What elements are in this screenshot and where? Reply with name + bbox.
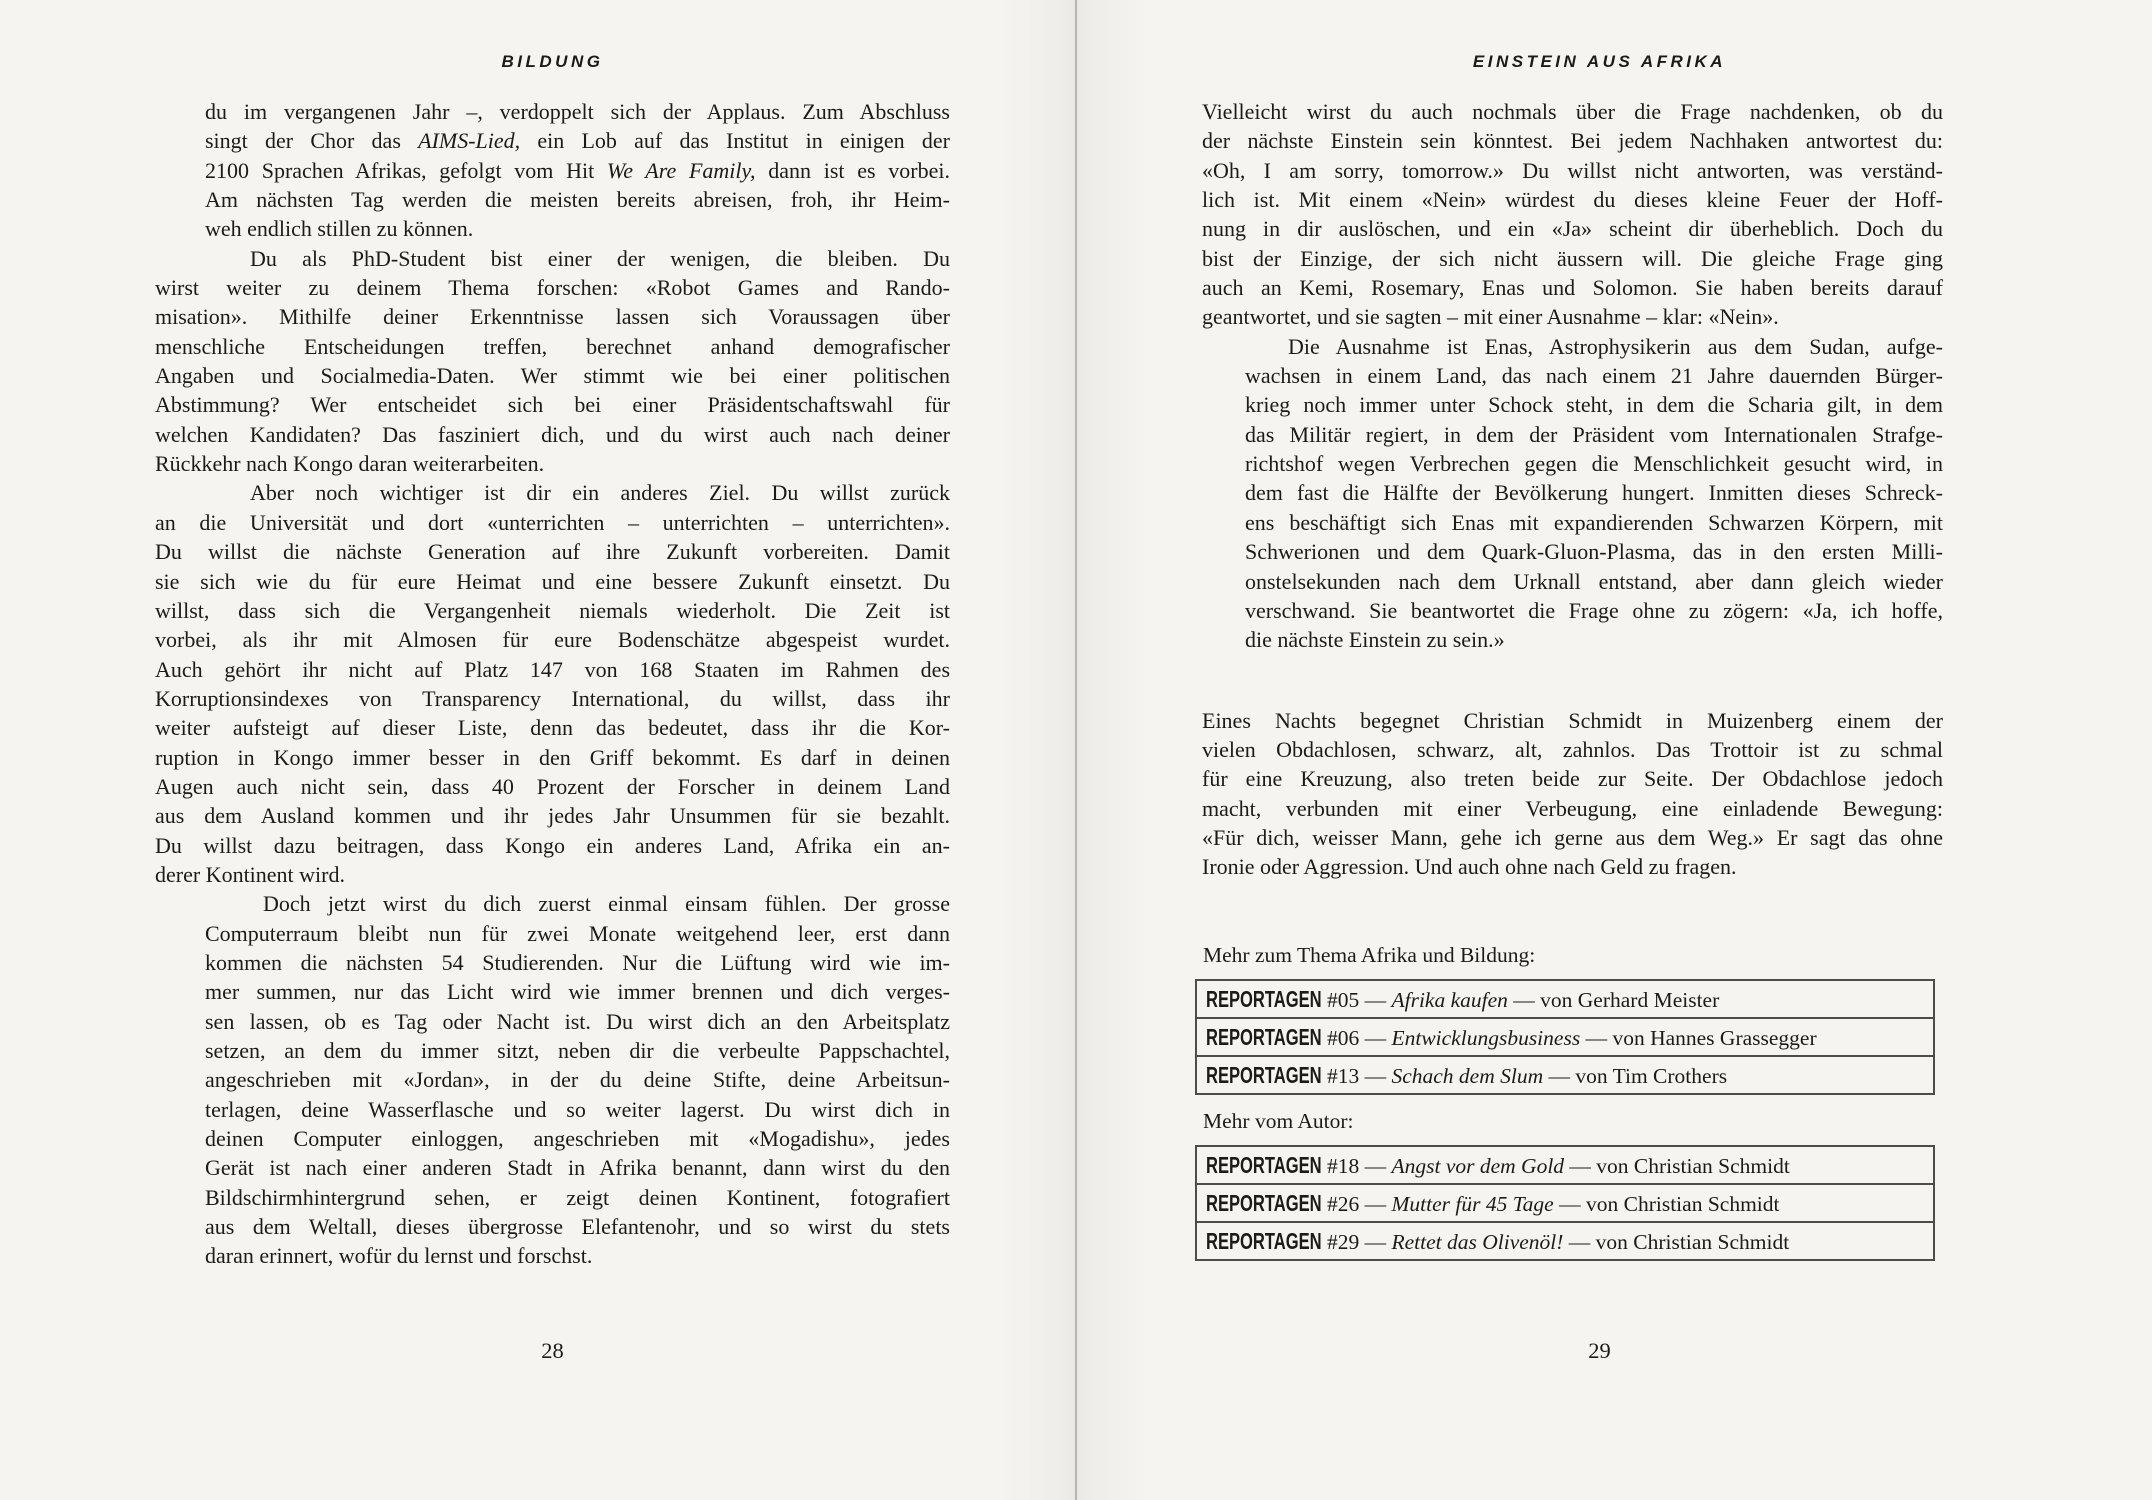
text-line: ruption in Kongo immer besser in den Griff bekommt. Es darf in deinen [155, 744, 950, 770]
text-line: nung in dir auslöschen, und ein «Ja» scheint dir überheblich. Doch du [1202, 216, 1943, 242]
related-list [1195, 979, 1935, 1095]
text-line: Bildschirmhintergrund sehen, er zeigt deinen Kontinent, fotografiert [205, 1184, 950, 1210]
article-reference: #06 — Entwicklungsbusiness — von Hannes Grassegger [1321, 1026, 1817, 1050]
page-number-right: 29 [1588, 1338, 1611, 1363]
text-line: daran erinnert, wofür du lernst und forschst. [205, 1243, 593, 1269]
article-reference: #05 — Afrika kaufen — von Gerhard Meister [1321, 988, 1720, 1012]
text-line: weiter aufsteigt auf dieser Liste, denn das bedeutet, dass ihr die Kor- [155, 715, 950, 741]
text-line: Computerraum bleibt nun für zwei Monate weitgehend leer, erst dann [205, 920, 950, 946]
related-list [1195, 1145, 1935, 1261]
text-line: angeschrieben mit «Jordan», in der du deine Stifte, deine Arbeitsun- [205, 1067, 950, 1093]
text-line: 2100 Sprachen Afrikas, gefolgt vom Hit We Are Family, dann ist es vorbei. [205, 157, 950, 183]
series-brand: REPORTAGEN [1206, 1062, 1322, 1088]
page-right [1077, 0, 2152, 1500]
text-line: wirst weiter zu deinem Thema forschen: «Robot Games and Rando- [155, 275, 950, 301]
body-text-right [1202, 97, 1943, 882]
text-line: Vielleicht wirst du auch nochmals über die Frage nachdenken, ob du [1202, 99, 1943, 124]
text-line: aus dem Ausland kommen und ihr jedes Jahr Unsummen für sie bezahlt. [155, 803, 950, 829]
series-brand: REPORTAGEN [1206, 986, 1322, 1012]
text-line: weh endlich stillen zu können. [205, 216, 474, 242]
text-line: kommen die nächsten 54 Studierenden. Nur die Lüftung wird wie im- [205, 949, 950, 975]
text-line: die nächste Einstein zu sein.» [1245, 627, 1505, 653]
related-row [1197, 1183, 1933, 1221]
paragraph [1245, 332, 1943, 655]
text-line: Korruptionsindexes von Transparency International, du willst, dass ihr [155, 685, 950, 711]
article-title: Rettet das Olivenöl! [1391, 1230, 1564, 1254]
article-title: Afrika kaufen [1391, 988, 1508, 1012]
text-line: derer Kontinent wird. [155, 861, 345, 887]
article-title: Mutter für 45 Tage [1391, 1192, 1554, 1216]
text-line: Aber noch wichtiger ist dir ein anderes Ziel. Du willst zurück [250, 480, 950, 506]
text-line: deinen Computer einloggen, angeschrieben mit «Mogadishu», jedes [205, 1126, 950, 1152]
text-line: setzen, an dem du immer sitzt, neben dir die verbeulte Pappschachtel, [205, 1038, 950, 1063]
text-line: sen lassen, ob es Tag oder Nacht ist. Du wirst dich an den Arbeitsplatz [205, 1008, 950, 1034]
related-row [1197, 981, 1933, 1017]
article-reference: #13 — Schach dem Slum — von Tim Crothers [1321, 1064, 1728, 1088]
text-line: richtshof wegen Verbrechen gegen die Menschlichkeit gesucht wird, in [1245, 451, 1943, 477]
paragraph [1202, 706, 1943, 882]
related-row [1197, 1055, 1933, 1093]
text-line: krieg noch immer unter Schock steht, in dem die Scharia gilt, in dem [1245, 392, 1943, 418]
text-line: Du willst dazu beitragen, dass Kongo ein anderes Land, Afrika ein an- [155, 832, 950, 858]
text-line: du im vergangenen Jahr –, verdoppelt sich der Applaus. Zum Abschluss [205, 99, 950, 124]
related-section-label: Mehr vom Autor: [1203, 1109, 1354, 1133]
related-row [1197, 1147, 1933, 1183]
text-line: Auch gehört ihr nicht auf Platz 147 von 168 Staaten im Rahmen des [155, 656, 950, 682]
text-line: verschwand. Sie beantwortet die Frage ohne zu zögern: «Ja, ich hoffe, [1245, 597, 1943, 623]
article-title: Schach dem Slum [1391, 1064, 1544, 1088]
text-line: sie sich wie du für eure Heimat und eine bessere Zukunft einsetzt. Du [155, 568, 950, 594]
text-line: Augen auch nicht sein, dass 40 Prozent der Forscher in deinem Land [155, 773, 950, 799]
text-line: wachsen in einem Land, das nach einem 21 Jahre dauernden Bürger- [1245, 363, 1943, 389]
text-line: willst, dass sich die Vergangenheit niemals wiederholt. Die Zeit ist [155, 597, 950, 623]
text-line: Abstimmung? Wer entscheidet sich bei einer Präsidentschaftswahl für [155, 392, 950, 418]
text-line: Angaben und Socialmedia-Daten. Wer stimmt wie bei einer politischen [155, 363, 950, 389]
paragraph [155, 244, 950, 479]
text-line: Du als PhD-Student bist einer der wenigen, die bleiben. Du [250, 245, 950, 271]
related-row [1197, 1017, 1933, 1055]
text-line: Am nächsten Tag werden die meisten bereits abreisen, froh, ihr Heim- [205, 187, 950, 213]
text-line: «Oh, I am sorry, tomorrow.» Du willst nicht antworten, was verständ- [1202, 157, 1943, 183]
paragraph [205, 889, 950, 1270]
text-line: ens beschäftigt sich Enas mit expandierenden Schwarzen Körpern, mit [1245, 509, 1943, 535]
text-line: geantwortet, und sie sagten – mit einer Ausnahme – klar: «Nein». [1202, 304, 1779, 330]
text-line: vorbei, als ihr mit Almosen für eure Bodenschätze abgespeist wurdet. [155, 627, 950, 653]
related-row [1197, 1221, 1933, 1259]
series-brand: REPORTAGEN [1206, 1190, 1322, 1216]
paragraph [1202, 97, 1943, 332]
text-line: vielen Obdachlosen, schwarz, alt, zahnlos. Das Trottoir ist zu schmal [1202, 736, 1943, 762]
text-line: Die Ausnahme ist Enas, Astrophysikerin aus dem Sudan, aufge- [1288, 333, 1943, 359]
text-line: menschliche Entscheidungen treffen, berechnet anhand demografischer [155, 333, 950, 359]
article-title: Angst vor dem Gold [1391, 1154, 1565, 1178]
running-head-right: EINSTEIN AUS AFRIKA [1472, 52, 1727, 71]
series-brand: REPORTAGEN [1206, 1152, 1322, 1178]
text-line: terlagen, deine Wasserflasche und so weiter lagerst. Du wirst dich in [205, 1096, 950, 1122]
article-title: Entwicklungsbusiness [1391, 1026, 1581, 1050]
paragraph [205, 97, 950, 244]
article-reference: #18 — Angst vor dem Gold — von Christian Schmidt [1321, 1154, 1790, 1178]
text-line: Doch jetzt wirst du dich zuerst einmal einsam fühlen. Der grosse [263, 891, 950, 917]
text-line: Schwerionen und dem Quark-Gluon-Plasma, das in den ersten Milli- [1245, 539, 1943, 565]
gutter-line [1075, 0, 1077, 1500]
related-section-label: Mehr zum Thema Afrika und Bildung: [1203, 943, 1536, 967]
text-line: dem fast die Hälfte der Bevölkerung hungert. Inmitten dieses Schreck- [1245, 480, 1943, 506]
text-line: aus dem Weltall, dieses übergrosse Elefantenohr, und so wirst du stets [205, 1214, 950, 1240]
text-line: Du willst die nächste Generation auf ihre Zukunft vorbereiten. Damit [155, 539, 950, 565]
text-line: der nächste Einstein sein könntest. Bei jedem Nachhaken antwortest du: [1202, 128, 1943, 154]
text-line: mer summen, nur das Licht wird wie immer brennen und dich verges- [205, 979, 950, 1005]
text-line: misation». Mithilfe deiner Erkenntnisse lassen sich Voraussagen über [155, 304, 950, 330]
article-reference: #29 — Rettet das Olivenöl! — von Christian Schmidt [1321, 1230, 1790, 1254]
text-line: «Für dich, weisser Mann, gehe ich gerne aus dem Weg.» Er sagt das ohne [1202, 824, 1943, 850]
text-line: macht, verbunden mit einer Verbeugung, eine einladende Bewegung: [1202, 795, 1943, 821]
text-line: Gerät ist nach einer anderen Stadt in Afrika benannt, dann wirst du den [205, 1155, 950, 1181]
text-line: Ironie oder Aggression. Und auch ohne nach Geld zu fragen. [1202, 854, 1737, 880]
page-number-left: 28 [541, 1338, 564, 1363]
related-articles [1195, 941, 1935, 1261]
text-line: Rückkehr nach Kongo daran weiterarbeiten. [155, 451, 545, 477]
text-line: lich ist. Mit einem «Nein» würdest du dieses kleine Feuer der Hoff- [1202, 187, 1943, 213]
article-reference: #26 — Mutter für 45 Tage — von Christian Schmidt [1321, 1192, 1780, 1216]
text-line: bist der Einzige, der sich nicht äussern will. Die gleiche Frage ging [1202, 245, 1943, 271]
text-line: Eines Nachts begegnet Christian Schmidt in Muizenberg einem der [1202, 707, 1943, 733]
paragraph [155, 478, 950, 889]
text-line: für eine Kreuzung, also treten beide zur Seite. Der Obdachlose jedoch [1202, 766, 1943, 792]
text-line: welchen Kandidaten? Das fasziniert dich, und du wirst auch nach deiner [155, 421, 950, 447]
text-line: singt der Chor das AIMS-Lied, ein Lob auf das Institut in einigen der [205, 128, 950, 154]
text-line: auch an Kemi, Rosemary, Enas und Solomon. Sie haben bereits darauf [1202, 275, 1943, 301]
text-line: das Militär regiert, in dem der Präsident vom Internationalen Strafge- [1245, 421, 1943, 447]
series-brand: REPORTAGEN [1206, 1024, 1322, 1050]
series-brand: REPORTAGEN [1206, 1228, 1322, 1254]
running-head-left: BILDUNG [501, 52, 604, 71]
body-text-left [155, 97, 950, 1271]
text-line: onstelsekunden nach dem Urknall entstand, aber dann gleich wieder [1245, 568, 1943, 594]
text-line: an die Universität und dort «unterrichten – unterrichten – unterrichten». [155, 509, 950, 535]
